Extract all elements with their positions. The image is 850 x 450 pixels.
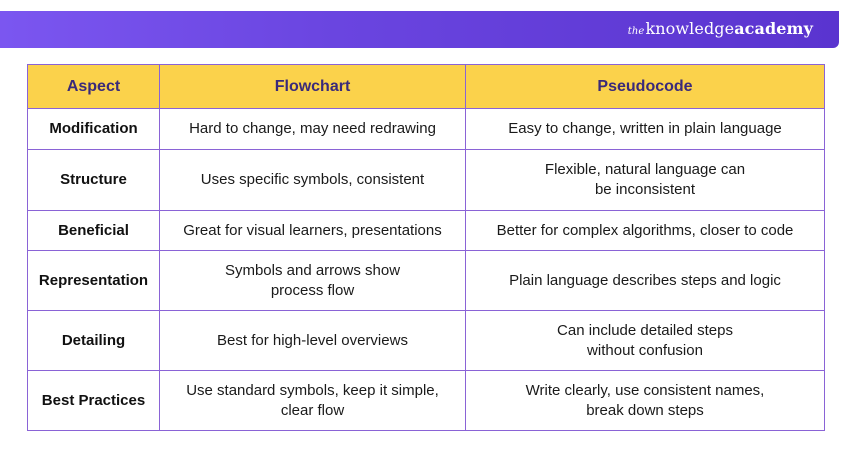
- header-pseudocode: Pseudocode: [466, 65, 825, 109]
- table-row: [28, 150, 825, 211]
- cell-pseudocode: [466, 109, 825, 150]
- cell-pseudocode: [466, 371, 825, 431]
- table-row: [28, 371, 825, 431]
- cell-aspect: Representation: [28, 251, 160, 311]
- cell-pseudocode: [466, 251, 825, 311]
- brand-academy: academy: [734, 19, 813, 38]
- cell-flowchart: [160, 371, 466, 431]
- table-header-row: [28, 65, 825, 109]
- cell-line: Hard to change, may need redrawing: [189, 120, 436, 137]
- brand-banner: [0, 11, 839, 48]
- cell-aspect: Detailing: [28, 311, 160, 371]
- table-row: [28, 211, 825, 251]
- cell-line: Use standard symbols, keep it simple,: [186, 381, 439, 399]
- cell-line: break down steps: [586, 401, 704, 419]
- cell-flowchart: [160, 211, 466, 251]
- header-aspect: Aspect: [28, 65, 160, 109]
- comparison-table: [27, 64, 825, 431]
- cell-aspect: Structure: [28, 150, 160, 211]
- cell-flowchart: [160, 150, 466, 211]
- cell-line: Flexible, natural language can: [544, 161, 746, 178]
- cell-pseudocode: [466, 311, 825, 371]
- cell-flowchart: [160, 251, 466, 311]
- table-row: [28, 311, 825, 371]
- brand-the: the: [627, 26, 645, 37]
- cell-line: be inconsistent: [594, 181, 696, 198]
- cell-line: Best for high-level overviews: [217, 331, 408, 349]
- cell-flowchart: [160, 311, 466, 371]
- cell-line: Symbols and arrows show: [224, 261, 401, 279]
- cell-line: Better for complex algorithms, closer to code: [496, 221, 794, 239]
- cell-line: Write clearly, use consistent names,: [525, 381, 765, 399]
- cell-pseudocode: [466, 150, 825, 211]
- cell-line: Plain language describes steps and logic: [509, 271, 781, 289]
- cell-aspect: Beneficial: [28, 211, 160, 251]
- table-row: [28, 251, 825, 311]
- cell-line: Can include detailed steps: [557, 321, 733, 339]
- cell-line: Easy to change, written in plain language: [508, 120, 782, 137]
- cell-line: Uses specific symbols, consistent: [200, 171, 425, 188]
- header-flowchart: Flowchart: [160, 65, 466, 109]
- cell-aspect: Best Practices: [28, 371, 160, 431]
- brand-logo: [628, 19, 813, 38]
- table-row: [28, 109, 825, 150]
- brand-knowledge: knowledge: [645, 19, 735, 38]
- cell-line: Great for visual learners, presentations: [183, 221, 442, 239]
- cell-line: clear flow: [280, 401, 345, 419]
- cell-flowchart: [160, 109, 466, 150]
- cell-line: process flow: [270, 281, 355, 299]
- cell-pseudocode: [466, 211, 825, 251]
- cell-line: without confusion: [587, 341, 703, 359]
- cell-aspect: Modification: [28, 109, 160, 150]
